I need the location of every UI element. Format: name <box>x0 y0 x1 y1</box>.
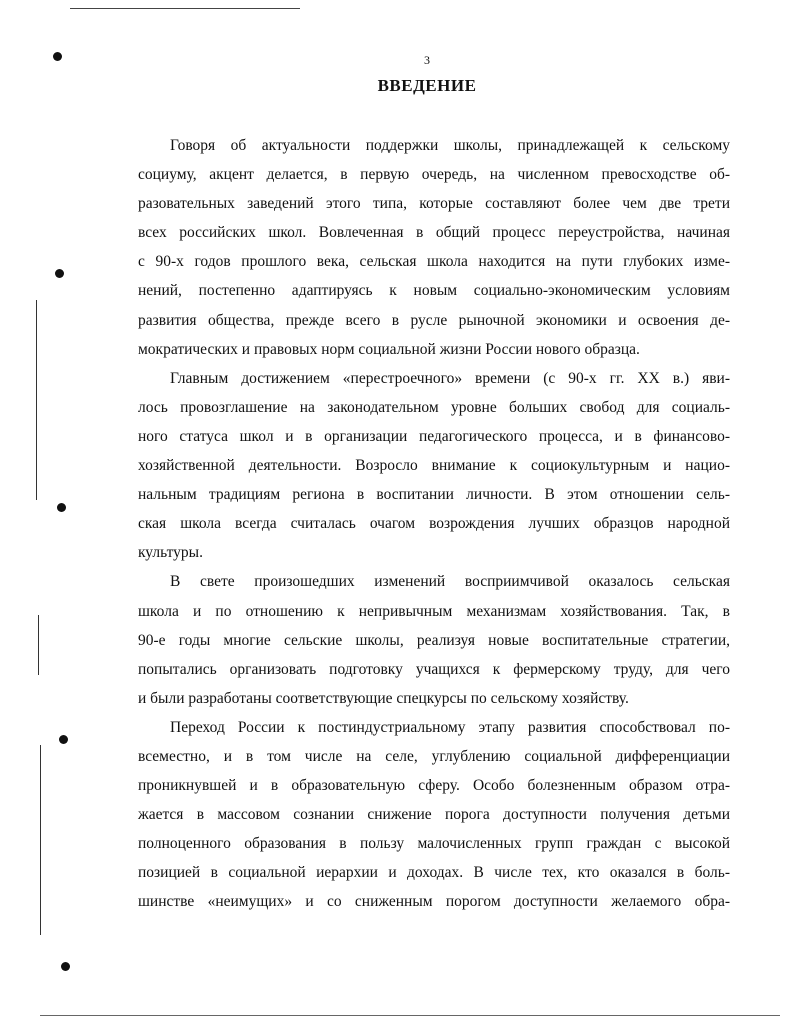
text-line: жается в массовом сознании снижение порога доступности получения детьми <box>138 806 730 824</box>
text-line: В свете произошедших изменений восприимчивой оказалось сельская <box>170 573 730 591</box>
text-line: с 90-х годов прошлого века, сельская школа находится на пути глубоких изме- <box>138 253 730 271</box>
text-line: нений, постепенно адаптируясь к новым социально-экономическим условиям <box>138 282 730 300</box>
page-title: ВВЕДЕНИЕ <box>377 76 477 95</box>
paragraph <box>138 713 730 917</box>
text-line: 90-е годы многие сельские школы, реализуя новые воспитательные стратегии, <box>138 631 730 649</box>
punch-hole-icon <box>61 962 70 971</box>
text-line: проникнувшей и в образовательную сферу. Особо болезненным образом отра- <box>138 777 730 795</box>
scan-margin-line <box>40 745 41 935</box>
punch-hole-icon <box>59 735 68 744</box>
text-line: всех российских школ. Вовлеченная в общий процесс переустройства, начиная <box>138 224 730 242</box>
text-line: развития общества, прежде всего в русле рыночной экономики и освоения де- <box>138 311 730 329</box>
text-line: нальным традициям региона в воспитании личности. В этом отношении сель- <box>138 486 730 504</box>
text-line: Главным достижением «перестроечного» времени (с 90-х гг. XX в.) яви- <box>170 369 730 387</box>
text-line: попытались организовать подготовку учащихся к фермерскому труду, для чего <box>138 660 730 678</box>
text-line: культуры. <box>138 544 203 562</box>
punch-hole-icon <box>57 503 66 512</box>
text-line: всеместно, и в том числе на селе, углублению социальной дифференциации <box>138 747 730 765</box>
text-line: Говоря об актуальности поддержки школы, принадлежащей к сельскому <box>170 137 730 154</box>
text-line: Переход России к постиндустриальному этапу развития способствовал по- <box>170 718 730 736</box>
text-line: ская школа всегда считалась очагом возрождения лучших образцов народной <box>138 515 730 533</box>
punch-hole-icon <box>55 269 64 278</box>
body-text <box>138 131 730 917</box>
paragraph <box>138 364 730 568</box>
text-line: школа и по отношению к непривычным механизмам хозяйствования. Так, в <box>138 602 730 620</box>
scan-margin-line <box>38 615 39 675</box>
text-line: мократических и правовых норм социальной жизни России нового образца. <box>138 340 640 358</box>
paragraph <box>138 131 730 364</box>
scan-line-top <box>70 8 300 9</box>
text-line: разовательных заведений этого типа, которые составляют более чем две трети <box>138 195 730 213</box>
scan-margin-line <box>36 300 37 500</box>
page-number: 3 <box>424 53 430 67</box>
text-line: и были разработаны соответствующие спецкурсы по сельскому хозяйству. <box>138 689 629 707</box>
text-line: ного статуса школ и в организации педагогического процесса, и в финансово- <box>138 427 730 445</box>
text-line: хозяйственной деятельности. Возросло внимание к социокультурным и нацио- <box>138 457 730 475</box>
text-line: позицией в социальной иерархии и доходах. В числе тех, кто оказался в боль- <box>138 864 730 882</box>
text-line: социуму, акцент делается, в первую очередь, на численном превосходстве об- <box>138 166 730 184</box>
text-line: полноценного образования в пользу малочисленных групп граждан с высокой <box>138 835 730 853</box>
text-line: шинстве «неимущих» и со сниженным порогом доступности желаемого обра- <box>138 893 730 911</box>
scan-line-bottom <box>40 1015 780 1016</box>
paragraph <box>138 567 730 712</box>
text-line: лось провозглашение на законодательном уровне больших свобод для социаль- <box>138 398 730 416</box>
